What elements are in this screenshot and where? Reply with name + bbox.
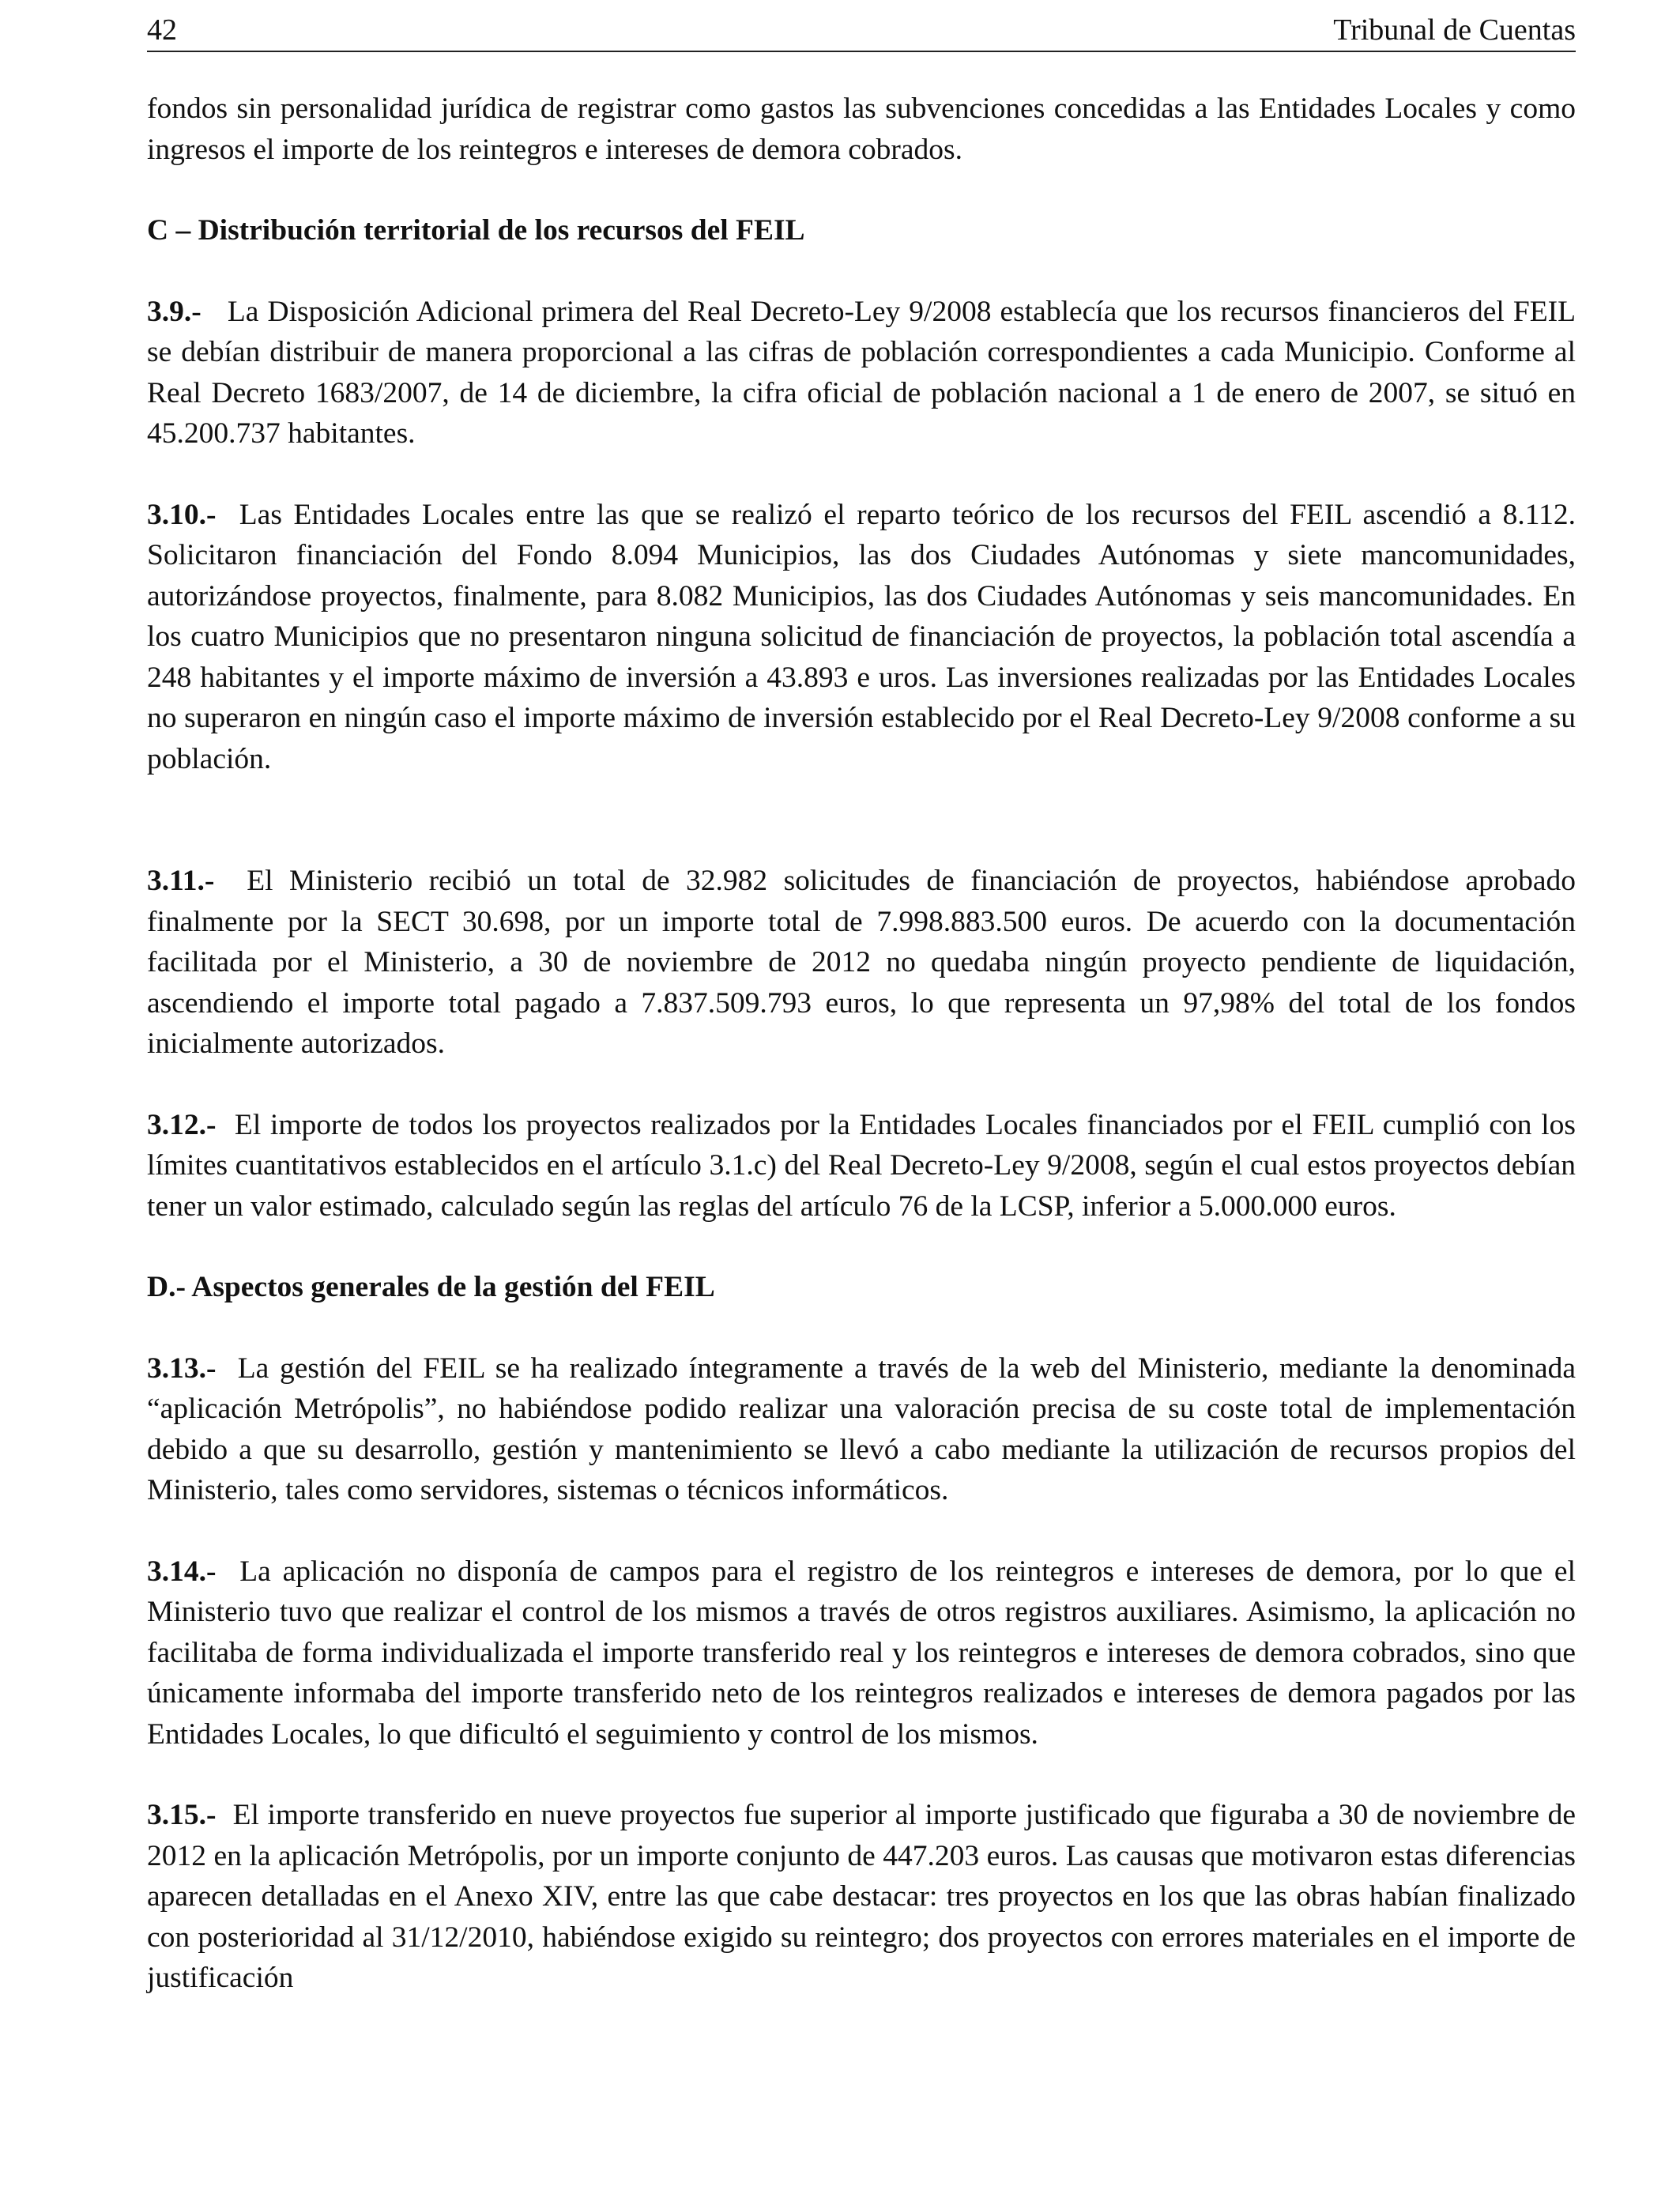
paragraph-number: 3.11.-: [147, 865, 215, 897]
paragraph-3-15: [147, 1795, 1576, 1999]
paragraph-3-14: [147, 1551, 1576, 1755]
paragraph-3-13: [147, 1348, 1576, 1511]
paragraph-3-9: [147, 292, 1576, 454]
document-body: [147, 89, 1576, 1999]
section-heading-c: C – Distribución territorial de los recursos del FEIL: [147, 214, 805, 247]
paragraph-text: El importe de todos los proyectos realizados por la Entidades Locales financiados por el FEIL cumplió con los límites cuantitativos establecidos en el artículo 3.1.c) del Real Decreto-Ley 9/2008, según el cual estos proyectos debían tener un valor estimado, calculado según las reglas del artículo 76 de la LCSP, inferior a 5.000.000 euros.: [147, 1108, 1576, 1223]
paragraph-text: El importe transferido en nueve proyectos fue superior al importe justificado que figuraba a 30 de noviembre de 2012 en la aplicación Metrópolis, por un importe conjunto de 447.203 euros. Las causas que motivaron estas diferencias aparecen detalladas en el Anexo XIV, entre las que cabe destacar: tres proyectos en los que las obras habían finalizado con posterioridad al 31/12/2010, habiéndose exigido su reintegro; dos proyectos con errores materiales en el importe de justificación: [147, 1799, 1576, 1994]
paragraph-number: 3.13.-: [147, 1351, 217, 1385]
paragraph-text: La Disposición Adicional primera del Real Decreto-Ley 9/2008 establecía que los recursos financieros del FEIL se debían distribuir de manera proporcional a las cifras de población correspondientes a cada Municipio. Conforme al Real Decreto 1683/2007, de 14 de diciembre, la cifra oficial de población nacional a 1 de enero de 2007, se situó en 45.200.737 habitantes.: [147, 295, 1576, 450]
section-heading-d: D.- Aspectos generales de la gestión del FEIL: [147, 1271, 715, 1303]
paragraph-3-10: [147, 495, 1576, 780]
paragraph-number: 3.10.-: [147, 498, 217, 531]
paragraph-3-11: [147, 861, 1576, 1065]
page-number: 42: [147, 13, 177, 47]
paragraph-text: La gestión del FEIL se ha realizado íntegramente a través de la web del Ministerio, mediante la denominada “aplicación Metrópolis”, no habiéndose podido realizar una valoración precisa de su coste total de implementación debido a que su desarrollo, gestión y mantenimiento se llevó a cabo mediante la utilización de recursos propios del Ministerio, tales como servidores, sistemas o técnicos informáticos.: [147, 1351, 1576, 1506]
paragraph-text: Las Entidades Locales entre las que se realizó el reparto teórico de los recursos del FEIL ascendió a 8.112. Solicitaron financiación del Fondo 8.094 Municipios, las dos Ciudades Autónomas y siete mancomunidades, autorizándose proyectos, finalmente, para 8.082 Municipios, las dos Ciudades Autónomas y seis mancomunidades. En los cuatro Municipios que no presentaron ninguna solicitud de financiación de proyectos, la población total ascendía a 248 habitantes y el importe máximo de inversión a 43.893 e uros. Las inversiones realizadas por las Entidades Locales no superaron en ningún caso el importe máximo de inversión establecido por el Real Decreto-Ley 9/2008 conforme a su población.: [147, 498, 1576, 775]
paragraph-3-12: [147, 1105, 1576, 1227]
paragraph-number: 3.15.-: [147, 1799, 217, 1831]
paragraph-text: El Ministerio recibió un total de 32.982 solicitudes de financiación de proyectos, habiéndose aprobado finalmente por la SECT 30.698, por un importe total de 7.998.883.500 euros. De acuerdo con la documentación facilitada por el Ministerio, a 30 de noviembre de 2012 no quedaba ningún proyecto pendiente de liquidación, ascendiendo el importe total pagado a 7.837.509.793 euros, lo que representa un 97,98% del total de los fondos inicialmente autorizados.: [147, 865, 1576, 1060]
publication-name: Tribunal de Cuentas: [1333, 13, 1576, 47]
paragraph-number: 3.14.-: [147, 1555, 217, 1588]
intro-paragraph: fondos sin personalidad jurídica de registrar como gastos las subvenciones concedidas a las Entidades Locales y como ingresos el importe de los reintegros e intereses de demora cobrados.: [147, 92, 1576, 166]
paragraph-text: La aplicación no disponía de campos para el registro de los reintegros e intereses de demora, por lo que el Ministerio tuvo que realizar el control de los mismos a través de otros registros auxiliares. Asimismo, la aplicación no facilitaba de forma individualizada el importe transferido real y los reintegros e intereses de demora cobrados, sino que únicamente informaba del importe transferido neto de los reintegros realizados e intereses de demora pagados por las Entidades Locales, lo que dificultó el seguimiento y control de los mismos.: [147, 1555, 1576, 1751]
page-header: [147, 9, 1576, 52]
paragraph-number: 3.12.-: [147, 1108, 217, 1141]
paragraph-number: 3.9.-: [147, 295, 202, 328]
